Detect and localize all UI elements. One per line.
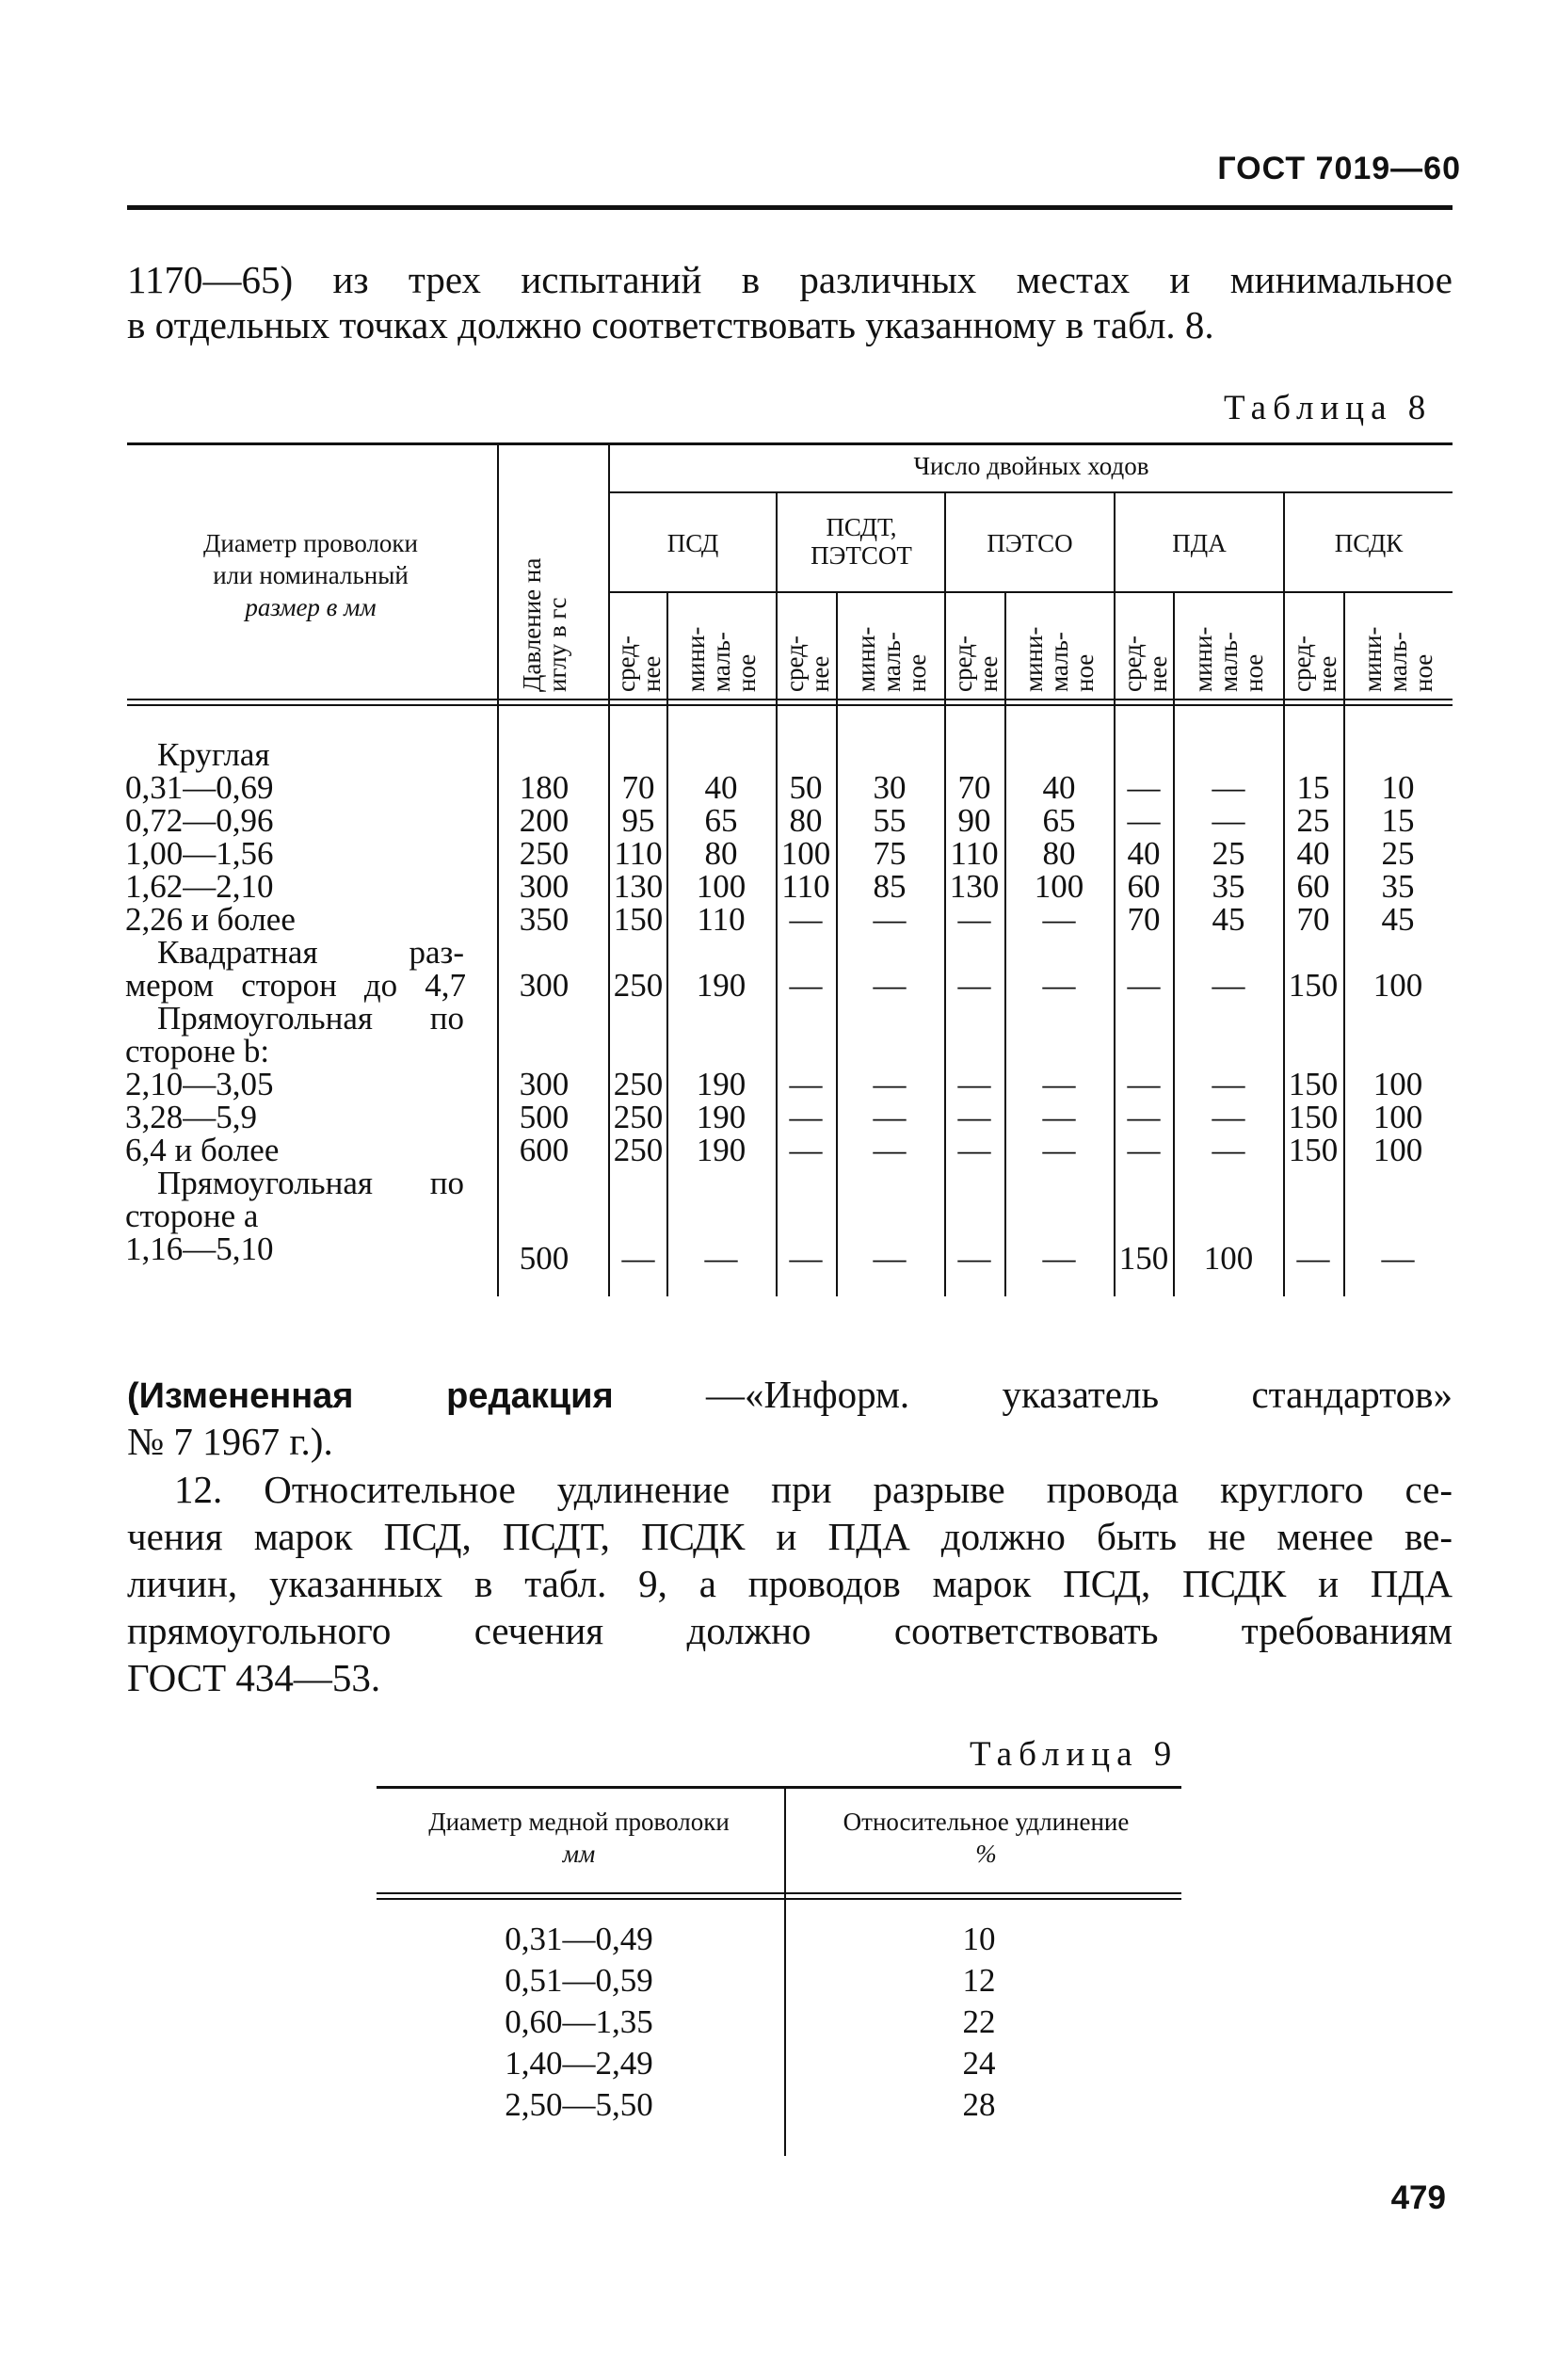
row-label: Круглая (157, 736, 270, 773)
table9-elongation-cell: 28 (962, 2086, 996, 2123)
table8-cell: — (1212, 1066, 1245, 1102)
subheader-avg: сред- нее (612, 635, 666, 692)
table8-cell: 70 (957, 769, 991, 806)
header-line: или номинальный (213, 561, 409, 589)
table8-cell: 100 (1372, 1132, 1423, 1168)
table9-head-rule (377, 1892, 1181, 1894)
page-number: 479 (1390, 2179, 1446, 2216)
table8-cell: — (789, 1132, 823, 1168)
clause12-line-5: ГОСТ 434—53. (127, 1656, 381, 1699)
table8-cell: — (1212, 802, 1245, 839)
table8-top-rule (127, 442, 1453, 445)
row-label: Прямоугольная по (157, 1165, 464, 1201)
header-rule (127, 205, 1453, 210)
table8-cell: — (873, 967, 907, 1004)
standard-number: ГОСТ 7019—60 (1217, 151, 1461, 186)
table8-cell: — (704, 1240, 738, 1277)
subheader-avg: сред- нее (1118, 635, 1172, 692)
table8-cell: 250 (613, 967, 664, 1004)
table8-cell: — (1042, 1240, 1076, 1277)
row-label: Прямоугольная по (157, 1000, 464, 1037)
row-label: 1,62—2,10 (125, 868, 274, 905)
subheader-min: мини- маль- ное (1019, 626, 1099, 692)
table8-cell: 100 (1203, 1240, 1254, 1277)
table8-cell: 90 (957, 802, 991, 839)
table9-top-rule (377, 1786, 1181, 1789)
table8-cell: 600 (519, 1132, 570, 1168)
table8-cell: — (1212, 769, 1245, 806)
table8-cell: 60 (1296, 868, 1330, 905)
header-line: иглу в гс (543, 597, 571, 692)
table8-cell: 65 (704, 802, 738, 839)
brand-header-psd: ПСД (666, 529, 719, 557)
table8-cell: — (873, 1132, 907, 1168)
table8-cell: 190 (696, 967, 746, 1004)
header-line: Относительное удлинение (843, 1808, 1130, 1836)
amendment-line-1 (127, 1371, 1453, 1420)
table8-cell: 35 (1212, 868, 1245, 905)
table8-cell: 100 (1372, 967, 1423, 1004)
amendment-bold: (Измененная редакция (127, 1376, 614, 1416)
table8-cell: — (1042, 1066, 1076, 1102)
table9-diameter-cell: 0,31—0,49 (505, 1921, 653, 1957)
table8-cell: 150 (1118, 1240, 1169, 1277)
table8-cell: — (1127, 1066, 1161, 1102)
table8-cell: 95 (621, 802, 655, 839)
table8-cell: 130 (613, 868, 664, 905)
table9-elongation-cell: 10 (962, 1921, 996, 1957)
table8-cell: — (957, 901, 991, 938)
table8-cell: — (873, 1099, 907, 1135)
table8-vline (666, 593, 668, 1296)
table8-cell: 300 (519, 868, 570, 905)
row-label: стороне a (125, 1198, 259, 1234)
table8-cell: — (1381, 1240, 1415, 1277)
table8-cell: 150 (1288, 1066, 1339, 1102)
table8-cell: — (1127, 1099, 1161, 1135)
table8-cell: 350 (519, 901, 570, 938)
brand-header-pda: ПДА (1172, 529, 1227, 557)
table8-pressure-header (520, 558, 570, 692)
table8-cell: — (1212, 967, 1245, 1004)
table8-cell: 45 (1212, 901, 1245, 938)
table8-cell: 100 (1372, 1099, 1423, 1135)
table9-header-elongation (791, 1806, 1181, 1870)
table8-cell: 500 (519, 1240, 570, 1277)
table8-cell: 15 (1381, 802, 1415, 839)
table9-diameter-cell: 1,40—2,49 (505, 2045, 653, 2082)
table8-cell: 110 (781, 868, 830, 905)
table9-diameter-cell: 0,51—0,59 (505, 1962, 653, 1999)
row-label: 3,28—5,9 (125, 1099, 257, 1135)
table8-cell: 190 (696, 1066, 746, 1102)
table8-cell: 250 (613, 1132, 664, 1168)
table8-vline (497, 444, 499, 1296)
table8-cell: — (957, 1132, 991, 1168)
table8-cell: 25 (1296, 802, 1330, 839)
table8-caption: Таблица 8 (1224, 389, 1433, 427)
row-label: 2,10—3,05 (125, 1066, 274, 1102)
table8-cell: 40 (1042, 769, 1076, 806)
table9-caption: Таблица 9 (970, 1735, 1179, 1774)
table9-elongation-cell: 22 (962, 2003, 996, 2040)
table8-cell: — (1212, 1132, 1245, 1168)
table8-cell: 250 (613, 1099, 664, 1135)
table9-diameter-cell: 0,60—1,35 (505, 2003, 653, 2040)
table8-cell: — (1042, 967, 1076, 1004)
subheader-min: мини- маль- ное (1189, 626, 1268, 692)
table8-cell: — (1042, 901, 1076, 938)
table8-cell: 80 (789, 802, 823, 839)
table9-vline (784, 1789, 786, 2156)
table8-cell: — (873, 901, 907, 938)
amendment-line-2: № 7 1967 г.). (127, 1420, 333, 1463)
row-label: 2,26 и более (125, 901, 296, 938)
header-line: % (975, 1840, 997, 1868)
table8-cell: 80 (1042, 835, 1076, 872)
table8-cell: 300 (519, 1066, 570, 1102)
table8-cell: 100 (1034, 868, 1084, 905)
table8-cell: 70 (621, 769, 655, 806)
table8-cell: — (873, 1240, 907, 1277)
clause12-line-4: прямоугольного сечения должно соответствовать требованиям (127, 1609, 1453, 1652)
subheader-min: мини- маль- ное (852, 626, 931, 692)
table8-cell: 110 (697, 901, 746, 938)
intro-line-1: 1170—65) из трех испытаний в различных местах и минимальное (127, 258, 1453, 301)
brand-header-petso: ПЭТСО (987, 529, 1073, 557)
intro-line-2: в отдельных точках должно соответствовать указанному в табл. 8. (127, 303, 1214, 346)
table8-cell: — (957, 1066, 991, 1102)
table8-cell: — (1042, 1132, 1076, 1168)
table8-cell: — (789, 1066, 823, 1102)
brand-header-psdk: ПСДК (1334, 529, 1404, 557)
table8-cell: — (873, 1066, 907, 1102)
table8-cell: 150 (1288, 967, 1339, 1004)
table8-cell: — (789, 901, 823, 938)
table8-cell: — (957, 967, 991, 1004)
table8-cell: 300 (519, 967, 570, 1004)
table8-cell: 180 (519, 769, 570, 806)
table8-cell: 10 (1381, 769, 1415, 806)
table8-cell: — (1127, 967, 1161, 1004)
table8-cell: — (1127, 1132, 1161, 1168)
row-label: 6,4 и более (125, 1132, 280, 1168)
header-line: Диаметр медной проволоки (428, 1808, 730, 1836)
table8-cell: 100 (1372, 1066, 1423, 1102)
table8-cell: 65 (1042, 802, 1076, 839)
row-label: 1,00—1,56 (125, 835, 274, 872)
row-label: мером сторон до 4,7 (125, 967, 466, 1004)
table8-vline (836, 593, 838, 1296)
table8-cell: — (1127, 769, 1161, 806)
clause12-line-3: личин, указанных в табл. 9, а проводов марок ПСД, ПСДК и ПДА (127, 1562, 1453, 1605)
table8-cell: 55 (873, 802, 907, 839)
table9-head-rule-2 (377, 1898, 1181, 1900)
table8-cell: 70 (1127, 901, 1161, 938)
table8-cell: — (1127, 802, 1161, 839)
table8-vline (1173, 593, 1175, 1296)
table8-cell: 70 (1296, 901, 1330, 938)
table8-cell: 80 (704, 835, 738, 872)
table8-cell: — (789, 1240, 823, 1277)
table8-group-header: Число двойных ходов (913, 452, 1149, 480)
table8-cell: 150 (613, 901, 664, 938)
table8-cell: — (957, 1099, 991, 1135)
table8-vline (1004, 593, 1006, 1296)
table8-cell: 40 (704, 769, 738, 806)
table8-cell: 40 (1127, 835, 1161, 872)
table8-cell: 25 (1212, 835, 1245, 872)
table8-cell: — (789, 967, 823, 1004)
table8-brand-rule (610, 591, 1453, 593)
table8-cell: — (957, 1240, 991, 1277)
table8-diameter-header (141, 527, 480, 623)
table8-cell: 25 (1381, 835, 1415, 872)
subheader-min: мини- маль- ное (682, 626, 761, 692)
table8-head-rule-2 (127, 704, 1453, 706)
row-label: Квадратная раз- (157, 934, 464, 971)
table8-cell: — (1212, 1099, 1245, 1135)
table8-cell: 75 (873, 835, 907, 872)
table8-cell: 100 (780, 835, 831, 872)
header-line: Диаметр проволоки (203, 529, 418, 557)
row-label: 1,16—5,10 (125, 1230, 274, 1267)
subheader-min: мини- маль- ное (1358, 626, 1437, 692)
row-label: 0,31—0,69 (125, 769, 274, 806)
table8-cell: 35 (1381, 868, 1415, 905)
table8-cell: 150 (1288, 1132, 1339, 1168)
row-label: 0,72—0,96 (125, 802, 274, 839)
table8-cell: 500 (519, 1099, 570, 1135)
table8-cell: 60 (1127, 868, 1161, 905)
table8-cell: 130 (949, 868, 1000, 905)
table8-cell: — (1042, 1099, 1076, 1135)
table8-cell: 85 (873, 868, 907, 905)
subheader-avg: сред- нее (949, 635, 1003, 692)
row-label: стороне b: (125, 1033, 270, 1069)
brand-header-psdt: ПСДТ, ПЭТСОТ (811, 513, 912, 570)
table9-elongation-cell: 24 (962, 2045, 996, 2082)
table8-cell: 110 (614, 835, 663, 872)
table8-vline (1343, 593, 1345, 1296)
clause12-line-2: чения марок ПСД, ПСДТ, ПСДК и ПДА должно быть не менее ве- (127, 1515, 1453, 1558)
subheader-avg: сред- нее (1288, 635, 1341, 692)
table8-head-rule (127, 699, 1453, 700)
header-line: Давление на (518, 557, 546, 692)
header-line: мм (562, 1840, 596, 1868)
table8-cell: 190 (696, 1099, 746, 1135)
table8-cell: 30 (873, 769, 907, 806)
header-line: размер в мм (245, 593, 377, 621)
table8-cell: 40 (1296, 835, 1330, 872)
table8-cell: 200 (519, 802, 570, 839)
table9-diameter-cell: 2,50—5,50 (505, 2086, 653, 2123)
table8-cell: — (1296, 1240, 1330, 1277)
table8-cell: 250 (613, 1066, 664, 1102)
table8-cell: 50 (789, 769, 823, 806)
table8-cell: 190 (696, 1132, 746, 1168)
amendment-text: —«Информ. указатель стандартов» (705, 1373, 1453, 1416)
table9-elongation-cell: 12 (962, 1962, 996, 1999)
table8-cell: 250 (519, 835, 570, 872)
table8-cell: 45 (1381, 901, 1415, 938)
table8-cell: 15 (1296, 769, 1330, 806)
table8-cell: 150 (1288, 1099, 1339, 1135)
table9-header-diameter (377, 1806, 781, 1870)
table8-group-rule (610, 491, 1453, 493)
table8-cell: 100 (696, 868, 746, 905)
subheader-avg: сред- нее (780, 635, 834, 692)
table8-cell: — (621, 1240, 655, 1277)
table8-cell: — (789, 1099, 823, 1135)
table8-cell: 110 (950, 835, 999, 872)
clause12-line-1: 12. Относительное удлинение при разрыве провода круглого се- (174, 1468, 1453, 1511)
